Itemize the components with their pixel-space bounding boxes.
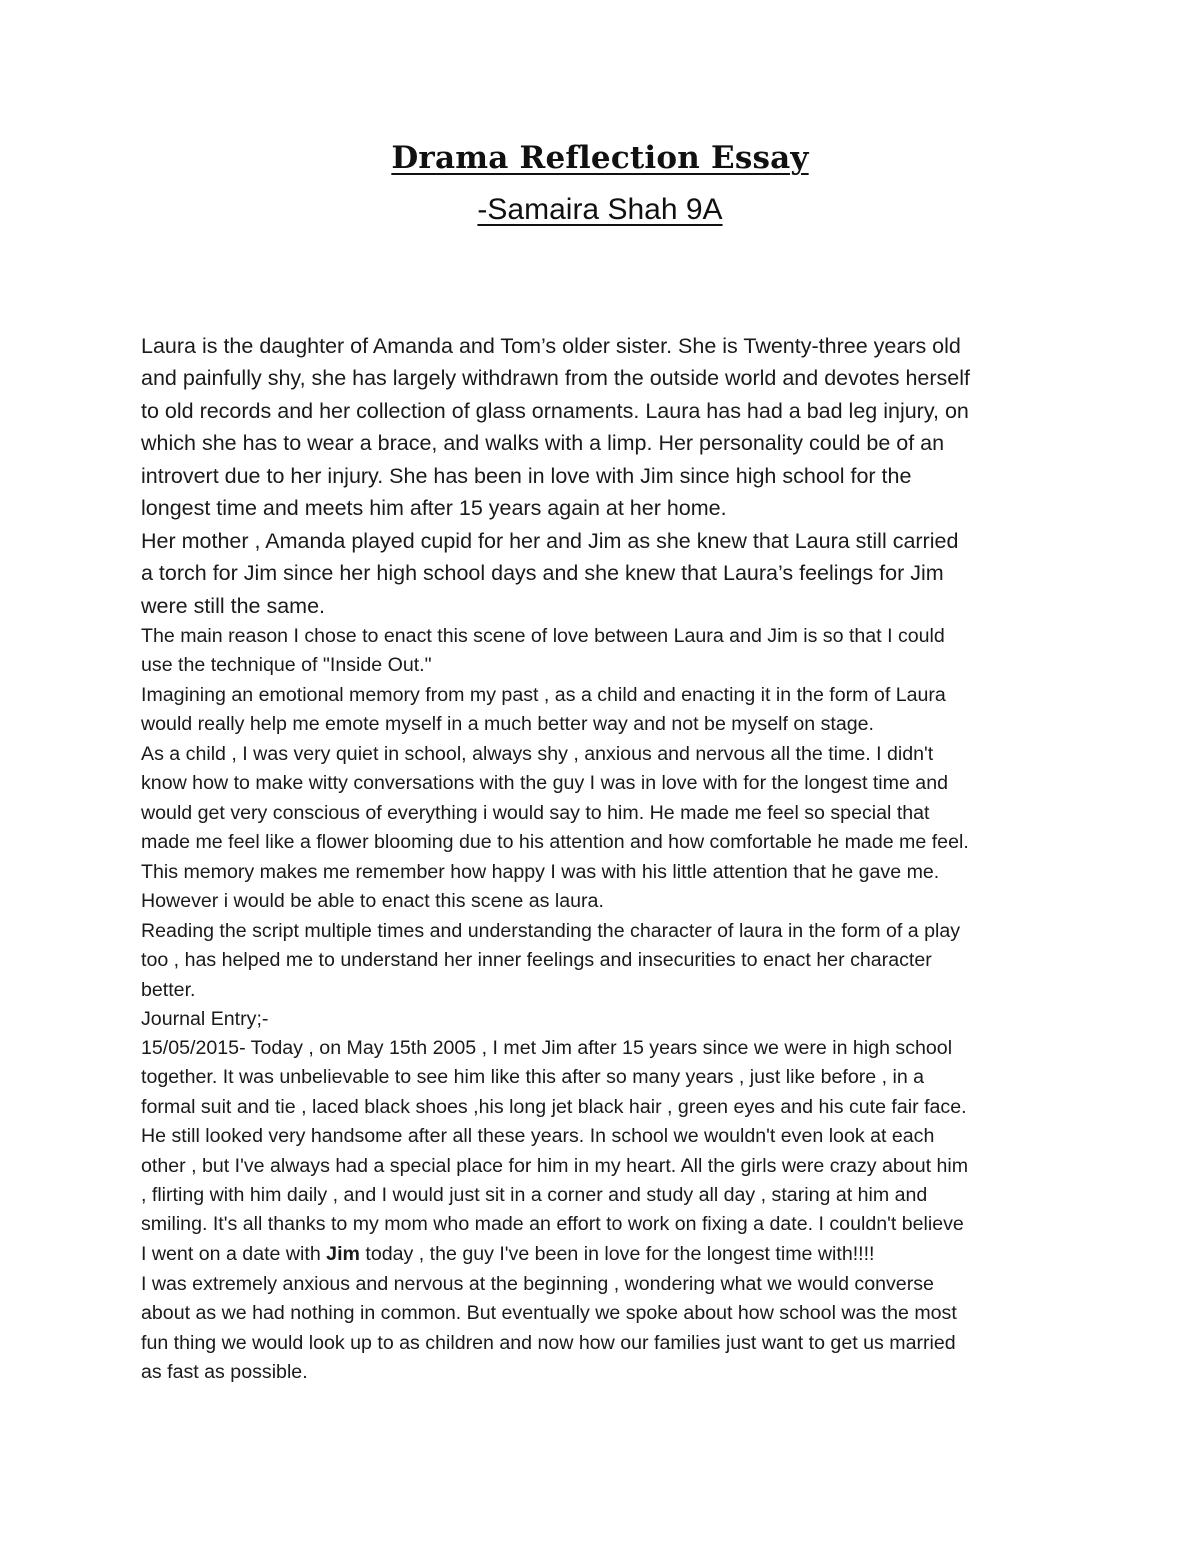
bold-name: Jim xyxy=(326,1242,360,1265)
text-line: other , but I've always had a special place for him in my heart. All the girls were crazy about him xyxy=(141,1154,969,1177)
text-line: As a child , I was very quiet in school, always shy , anxious and nervous all the time. I didn't xyxy=(141,743,934,765)
text-line: together. It was unbelievable to see him like this after so many years , just like before , in a xyxy=(141,1066,925,1089)
document-author xyxy=(0,193,1200,227)
text-line: would really help me emote myself in a much better way and not be myself on stage. xyxy=(141,713,874,736)
text-line: He still looked very handsome after all these years. In school we wouldn't even look at each xyxy=(141,1125,935,1148)
text-line: Laura is the daughter of Amanda and Tom’s older sister. She is Twenty-three years old xyxy=(141,334,961,358)
text-line: to old records and her collection of glass ornaments. Laura has had a bad leg injury, on xyxy=(141,398,969,423)
text-line: introvert due to her injury. She has been in love with Jim since high school for the xyxy=(141,463,912,488)
text-line: fun thing we would look up to as children and now how our families just want to get us married xyxy=(141,1331,956,1354)
paragraph xyxy=(141,1270,957,1388)
paragraph xyxy=(141,525,958,622)
paragraph xyxy=(141,622,945,681)
text-segment: I went on a date with xyxy=(141,1242,327,1265)
text-line: as fast as possible. xyxy=(141,1361,308,1384)
text-line: were still the same. xyxy=(141,593,326,618)
text-line: This memory makes me remember how happy I was with his little attention that he gave me. xyxy=(141,860,940,883)
text-line: too , has helped me to understand her inner feelings and insecurities to enact her character xyxy=(141,949,932,972)
text-line: smiling. It's all thanks to my mom who made an effort to work on fixing a date. I couldn't believe xyxy=(141,1213,964,1236)
text-line: better. xyxy=(141,978,196,1001)
text-line: Imagining an emotional memory from my past , as a child and enacting it in the form of Laura xyxy=(141,684,946,706)
paragraph xyxy=(141,1005,268,1034)
text-line: made me feel like a flower blooming due to his attention and how comfortable he made me feel. xyxy=(141,831,969,854)
text-line xyxy=(141,1240,968,1269)
text-line: However i would be able to enact this scene as laura. xyxy=(141,890,604,913)
text-line: which she has to wear a brace, and walks with a limp. Her personality could be of an xyxy=(141,431,945,456)
document-title-text: Drama Reflection Essay xyxy=(391,140,809,176)
document-author-text: -Samaira Shah 9A xyxy=(477,193,723,226)
text-line: Reading the script multiple times and understanding the character of laura in the form of a play xyxy=(141,920,961,942)
text-line: formal suit and tie , laced black shoes ,his long jet black hair , green eyes and his cute fair face. xyxy=(141,1095,967,1118)
text-line: about as we had nothing in common. But eventually we spoke about how school was the most xyxy=(141,1302,957,1325)
text-line: , flirting with him daily , and I would just sit in a corner and study all day , staring at him and xyxy=(141,1184,928,1207)
paragraph xyxy=(141,681,946,740)
paragraph xyxy=(141,740,969,916)
text-line: Her mother , Amanda played cupid for her and Jim as she knew that Laura still carried xyxy=(141,529,959,553)
text-line: know how to make witty conversations with the guy I was in love with for the longest time and xyxy=(141,772,948,795)
text-line: 15/05/2015- Today , on May 15th 2005 , I met Jim after 15 years since we were in high school xyxy=(141,1037,953,1059)
paragraph xyxy=(141,330,970,524)
text-line: and painfully shy, she has largely withdrawn from the outside world and devotes herself xyxy=(141,366,970,391)
paragraph xyxy=(141,1034,968,1269)
document-title xyxy=(0,140,1200,176)
text-line: Journal Entry;- xyxy=(141,1008,269,1030)
text-line: would get very conscious of everything i would say to him. He made me feel so special that xyxy=(141,801,930,824)
text-line: I was extremely anxious and nervous at the beginning , wondering what we would converse xyxy=(141,1273,934,1295)
text-line: use the technique of "Inside Out." xyxy=(141,654,432,677)
text-line: a torch for Jim since her high school days and she knew that Laura’s feelings for Jim xyxy=(141,561,944,586)
paragraph xyxy=(141,917,960,1005)
text-segment: today , the guy I've been in love for the longest time with!!!! xyxy=(359,1242,875,1265)
text-line: longest time and meets him after 15 years again at her home. xyxy=(141,496,727,521)
text-line: The main reason I chose to enact this scene of love between Laura and Jim is so that I could xyxy=(141,625,945,647)
